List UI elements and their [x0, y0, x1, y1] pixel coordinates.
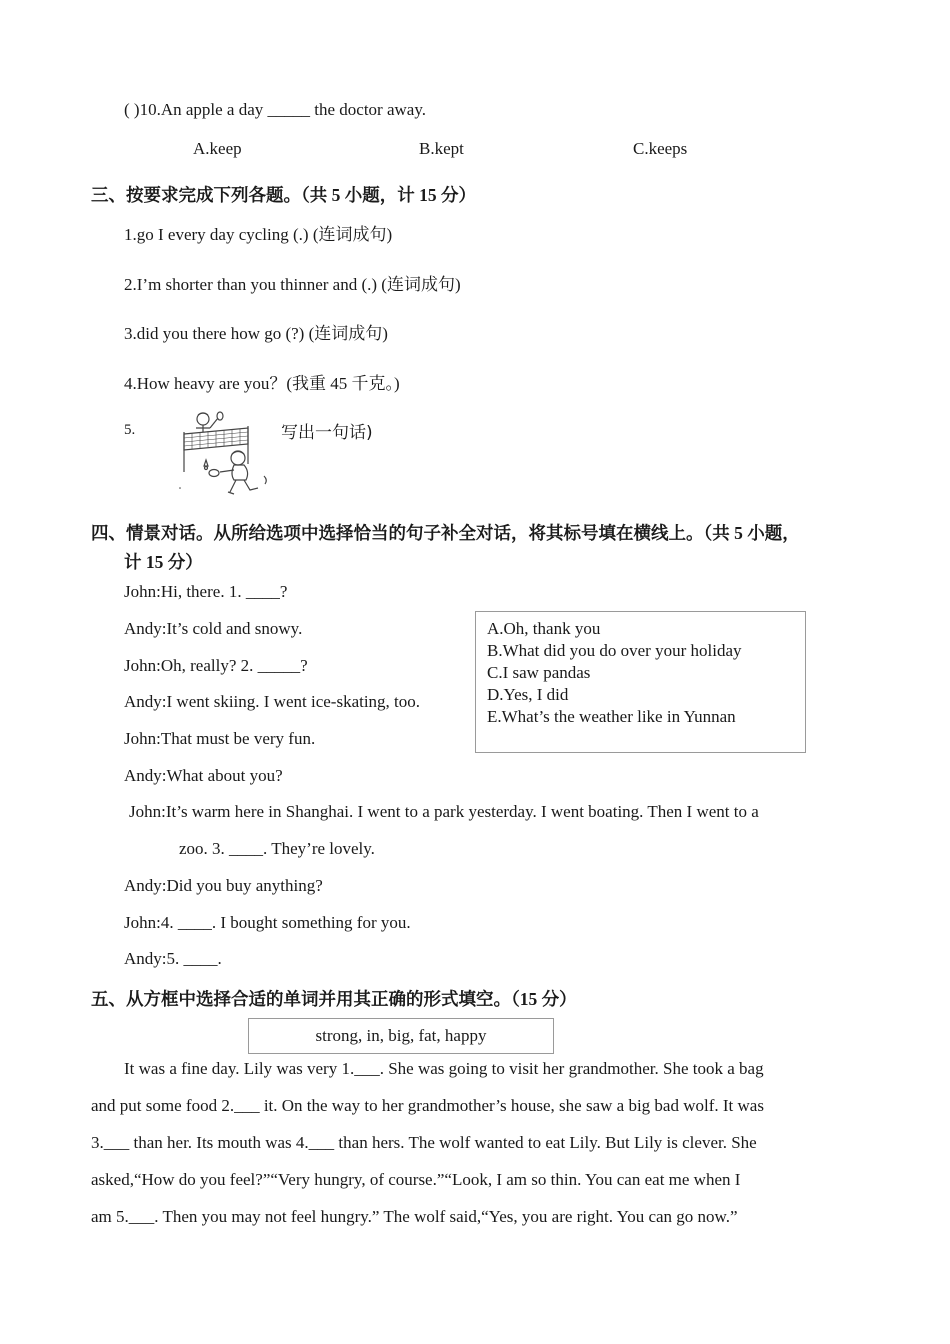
dialogue-options-box [475, 611, 806, 753]
passage-line: 3.___ than her. Its mouth was 4.___ than hers. The wolf wanted to eat Lily. But Lily is clever. She [91, 1133, 757, 1152]
dialogue-line: John:Oh, really? 2. _____? [124, 656, 308, 675]
dialogue-line: Andy:5. ____. [124, 949, 222, 968]
section-5-heading: 五、从方框中选择合适的单词并用其正确的形式填空。（15 分） [91, 989, 577, 1009]
section-3-heading: 三、按要求完成下列各题。（共 5 小题，计 15 分） [91, 185, 476, 205]
dialogue-option-a: A.Oh, thank you [487, 619, 601, 638]
section-3-question-2: 2.I’m shorter than you thinner and (.) (连词成句) [124, 275, 461, 294]
section-3-question-5-number: 5. [124, 422, 136, 438]
section-4-heading-line-2: 计 15 分） [124, 552, 203, 572]
passage-line: asked,“How do you feel?”“Very hungry, of course.”“Look, I am so thin. You can eat me when I [91, 1170, 741, 1189]
question-10-option-a: A.keep [193, 139, 242, 158]
dialogue-line: Andy:What about you? [124, 766, 283, 785]
word-bank-box [248, 1018, 554, 1054]
dialogue-line: zoo. 3. ____. They’re lovely. [179, 839, 375, 858]
passage-line: and put some food 2.___ it. On the way to her grandmother’s house, she saw a big bad wolf. It was [91, 1096, 764, 1115]
word-bank: strong, in, big, fat, happy [315, 1026, 487, 1045]
dialogue-line: John:Hi, there. 1. ____? [124, 582, 288, 601]
dialogue-line: Andy:Did you buy anything? [124, 876, 323, 895]
section-3-question-5-instruction: 写出一句话) [281, 423, 373, 443]
dialogue-line: Andy:I went skiing. I went ice-skating, too. [124, 692, 421, 711]
dialogue-line: John:That must be very fun. [124, 729, 316, 748]
passage-line: am 5.___. Then you may not feel hungry.” The wolf said,“Yes, you are right. You can go now.” [91, 1207, 738, 1226]
badminton-players-illustration [176, 410, 272, 500]
dialogue-line: Andy:It’s cold and snowy. [124, 619, 303, 638]
dialogue-option-b: B.What did you do over your holiday [487, 641, 742, 660]
section-3-question-1: 1.go I every day cycling (.) (连词成句) [124, 225, 393, 244]
question-10-option-b: B.kept [419, 139, 464, 158]
question-10-stem: ( )10.An apple a day _____ the doctor away. [124, 100, 426, 119]
section-4-heading-line-1: 四、情景对话。从所给选项中选择恰当的句子补全对话，将其标号填在横线上。（共 5 小题， [91, 523, 800, 543]
dialogue-option-e: E.What’s the weather like in Yunnan [487, 707, 736, 726]
dialogue-line: John:4. ____. I bought something for you. [124, 913, 411, 932]
section-3-question-3: 3.did you there how go (?) (连词成句) [124, 324, 388, 343]
dialogue-option-d: D.Yes, I did [487, 685, 569, 704]
dialogue-line: John:It’s warm here in Shanghai. I went to a park yesterday. I went boating. Then I went to a [129, 802, 759, 821]
dialogue-option-c: C.I saw pandas [487, 663, 591, 682]
section-3-question-4: 4.How heavy are you？(我重 45 千克。) [124, 374, 400, 393]
passage-line: It was a fine day. Lily was very 1.___. She was going to visit her grandmother. She took a bag [124, 1059, 764, 1078]
question-10-option-c: C.keeps [633, 139, 688, 158]
